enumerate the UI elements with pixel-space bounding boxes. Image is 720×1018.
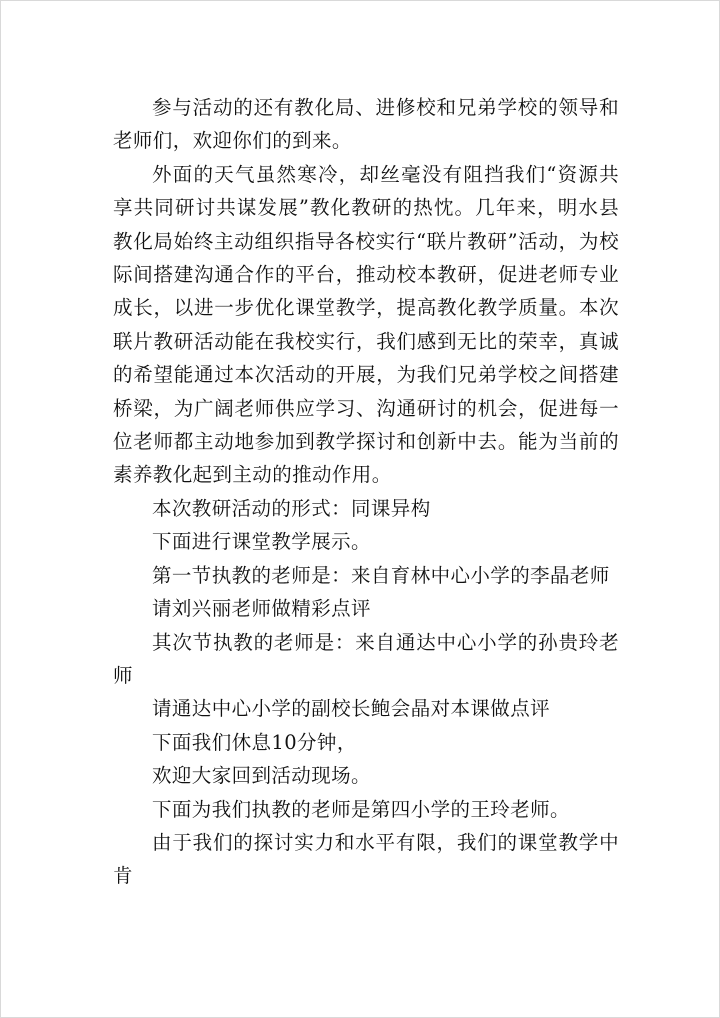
paragraph: 外面的天气虽然寒冷，却丝毫没有阻挡我们“资源共享共同研讨共谋发展”教化教研的热忱。几年来，明水县教化局始终主动组织指导各校实行“联片教研”活动，为校际间搭建沟通合作的平台，推动校本教研，促进老师专业成长，以进一步优化课堂教学，提高教化教学质量。本次联片教研活动能在我校实行，我们感到无比的荣幸，真诚的希望能通过本次活动的开展，为我们兄弟学校之间搭建桥梁，为广阔老师供应学习、沟通研讨的机会，促进每一位老师都主动地参加到教学探讨和创新中去。能为当前的素养教化起到主动的推动作用。 — [113, 162, 619, 487]
paragraph: 由于我们的探讨实力和水平有限，我们的课堂教学中肯 — [113, 830, 619, 888]
paragraph: 请通达中心小学的副校长鲍会晶对本课做点评 — [152, 697, 551, 721]
paragraph: 其次节执教的老师是：来自通达中心小学的孙贵玲老师 — [113, 630, 619, 687]
paragraph: 请刘兴丽老师做精彩点评 — [152, 597, 371, 621]
paragraph: 本次教研活动的形式：同课异构 — [152, 496, 431, 520]
paragraph: 下面进行课堂教学展示。 — [152, 530, 371, 554]
document-body — [113, 91, 619, 893]
paragraph: 下面为我们执教的老师是第四小学的王玲老师。 — [152, 797, 570, 821]
paragraph: 参与活动的还有教化局、进修校和兄弟学校的领导和老师们，欢迎你们的到来。 — [113, 96, 619, 153]
paragraph: 欢迎大家回到活动现场。 — [152, 764, 371, 788]
paragraph: 第一节执教的老师是：来自育林中心小学的李晶老师 — [152, 563, 610, 587]
paragraph: 下面我们休息10分钟， — [152, 730, 357, 754]
